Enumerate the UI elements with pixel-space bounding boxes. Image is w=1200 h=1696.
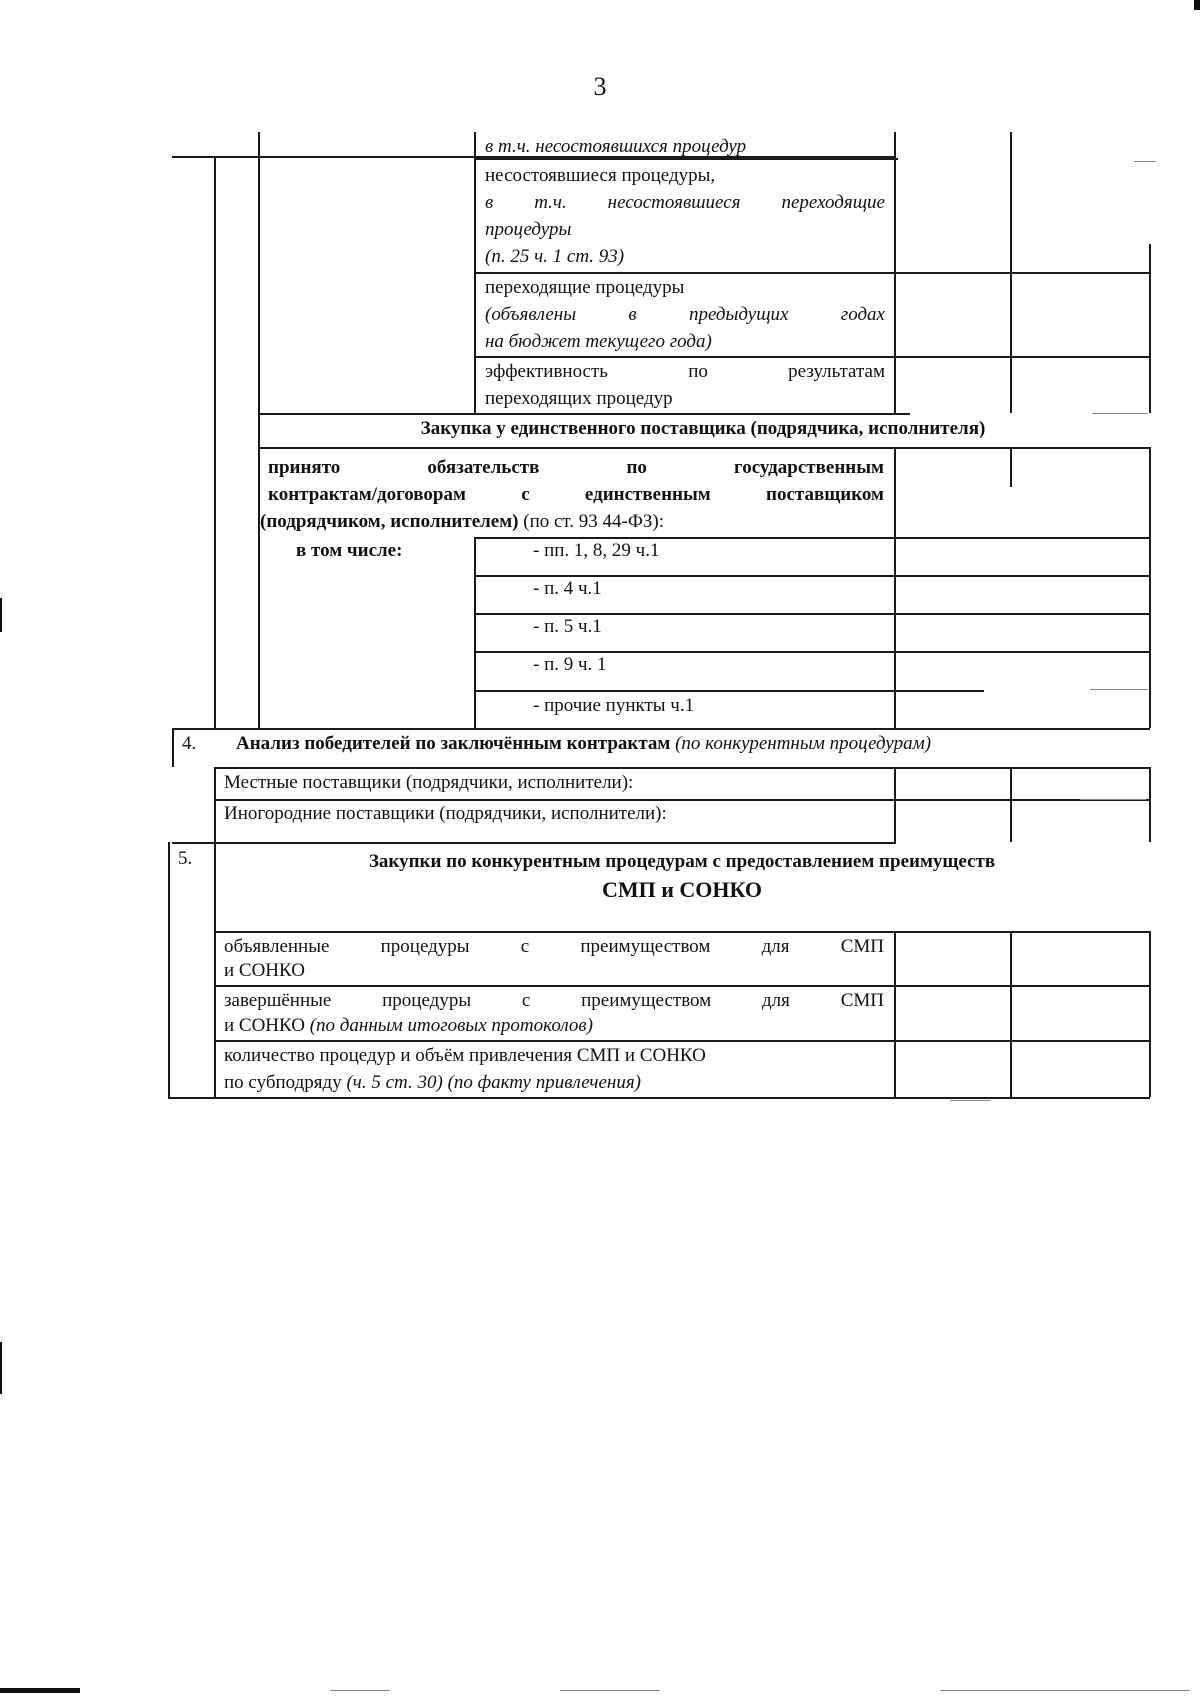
table-rule xyxy=(1149,931,1151,1097)
section5-title-l1: Закупки по конкурентным процедурам с предоставлением преимуществ xyxy=(368,851,996,872)
accepted-obligations-l3-bold: (подрядчиком, исполнителем) xyxy=(260,511,519,532)
table-rule xyxy=(168,1097,1150,1099)
accepted-obligations-l3-rest: (по ст. 93 44-ФЗ): xyxy=(518,511,665,532)
section4-number: 4. xyxy=(182,733,197,754)
table-rule xyxy=(894,931,896,1097)
section4-title-main: Анализ победителей по заключённым контрактам xyxy=(236,733,671,754)
section5-row3-l2-b: (ч. 5 ст. 30) (по факту привлечения) xyxy=(346,1072,641,1093)
scan-mark xyxy=(1134,161,1156,162)
row-carryover-l1: переходящие процедуры xyxy=(485,277,685,298)
section5-row1-l2: и СОНКО xyxy=(224,960,305,981)
section5-row3-l2 xyxy=(224,1069,641,1096)
scan-mark xyxy=(1090,689,1148,690)
section4-title-note: (по конкурентным процедурам) xyxy=(675,733,932,754)
table-rule xyxy=(258,447,1150,449)
table-rule xyxy=(214,156,216,728)
including-item: - п. 5 ч.1 xyxy=(533,616,602,637)
section5-row2-l2-a: и СОНКО xyxy=(224,1015,310,1036)
section5-row1-l1: объявленные процедуры с преимуществом для СМП xyxy=(224,936,884,957)
scan-mark xyxy=(940,1690,1190,1691)
scan-mark xyxy=(1092,413,1148,414)
section4-local-suppliers: Местные поставщики (подрядчики, исполнители): xyxy=(224,772,634,793)
scan-mark xyxy=(1194,0,1200,10)
table-rule xyxy=(1010,447,1012,487)
scan-mark xyxy=(330,1690,390,1691)
including-item: - п. 9 ч. 1 xyxy=(533,654,607,675)
row-carryover-l2: (объявлены в предыдущих годах xyxy=(485,304,885,325)
scan-mark xyxy=(0,1688,80,1693)
section5-row2-l1: завершённые процедуры с преимуществом для СМП xyxy=(224,990,884,1011)
section4-nonlocal-suppliers: Иногородние поставщики (подрядчики, исполнители): xyxy=(224,803,667,824)
table-rule xyxy=(1010,767,1012,842)
scan-mark xyxy=(0,1342,2,1394)
accepted-obligations-l1: принято обязательств по государственным xyxy=(268,457,884,478)
table-rule xyxy=(894,767,896,842)
accepted-obligations-l3 xyxy=(260,508,664,535)
table-rule xyxy=(1010,132,1012,413)
row-failed-procedures-l1: несостоявшиеся процедуры, xyxy=(485,165,716,186)
table-rule xyxy=(1010,931,1012,1097)
scan-mark xyxy=(0,598,2,632)
scan-mark xyxy=(1080,799,1146,800)
table-rule xyxy=(172,728,174,767)
section5-row2-l2-b: (по данным итоговых протоколов) xyxy=(309,1015,593,1036)
including-item: - пп. 1, 8, 29 ч.1 xyxy=(533,540,660,561)
table-rule xyxy=(894,132,896,413)
row-efficiency-l1: эффективность по результатам xyxy=(485,361,885,382)
row-failed-procedures-l4: (п. 25 ч. 1 ст. 93) xyxy=(485,246,625,267)
page-number: 3 xyxy=(593,72,607,101)
including-item: - прочие пункты ч.1 xyxy=(533,695,695,716)
single-supplier-header: Закупка у единственного поставщика (подрядчика, исполнителя) xyxy=(420,418,986,439)
row-failed-procedures-note: в т.ч. несостоявшихся процедур xyxy=(485,136,747,157)
table-rule xyxy=(474,132,476,413)
row-efficiency-l2: переходящих процедур xyxy=(485,388,673,409)
scan-mark xyxy=(950,1100,990,1101)
row-carryover-l3: на бюджет текущего года) xyxy=(485,331,712,352)
including-label: в том числе: xyxy=(296,540,403,561)
accepted-obligations-l2: контрактам/договорам с единственным поставщиком xyxy=(268,484,884,505)
section4-title xyxy=(236,730,931,757)
section5-row3-l1: количество процедур и объём привлечения СМП и СОНКО xyxy=(224,1045,706,1066)
table-rule xyxy=(894,447,896,728)
scan-mark xyxy=(560,1690,660,1691)
section5-title-l2: СМП и СОНКО xyxy=(601,877,763,902)
table-rule xyxy=(168,842,170,1097)
section5-number: 5. xyxy=(178,848,193,869)
section5-row2-l2 xyxy=(224,1012,593,1039)
table-rule xyxy=(474,537,476,728)
table-rule xyxy=(172,842,896,844)
table-rule xyxy=(1149,447,1151,728)
row-failed-procedures-l2: в т.ч. несостоявшиеся переходящие xyxy=(485,192,885,213)
table-rule xyxy=(214,767,216,842)
row-failed-procedures-l3: процедуры xyxy=(485,219,572,240)
table-rule xyxy=(1149,767,1151,842)
including-item: - п. 4 ч.1 xyxy=(533,578,602,599)
table-rule xyxy=(1149,244,1151,413)
section5-row3-l2-a: по субподряду xyxy=(224,1072,347,1093)
